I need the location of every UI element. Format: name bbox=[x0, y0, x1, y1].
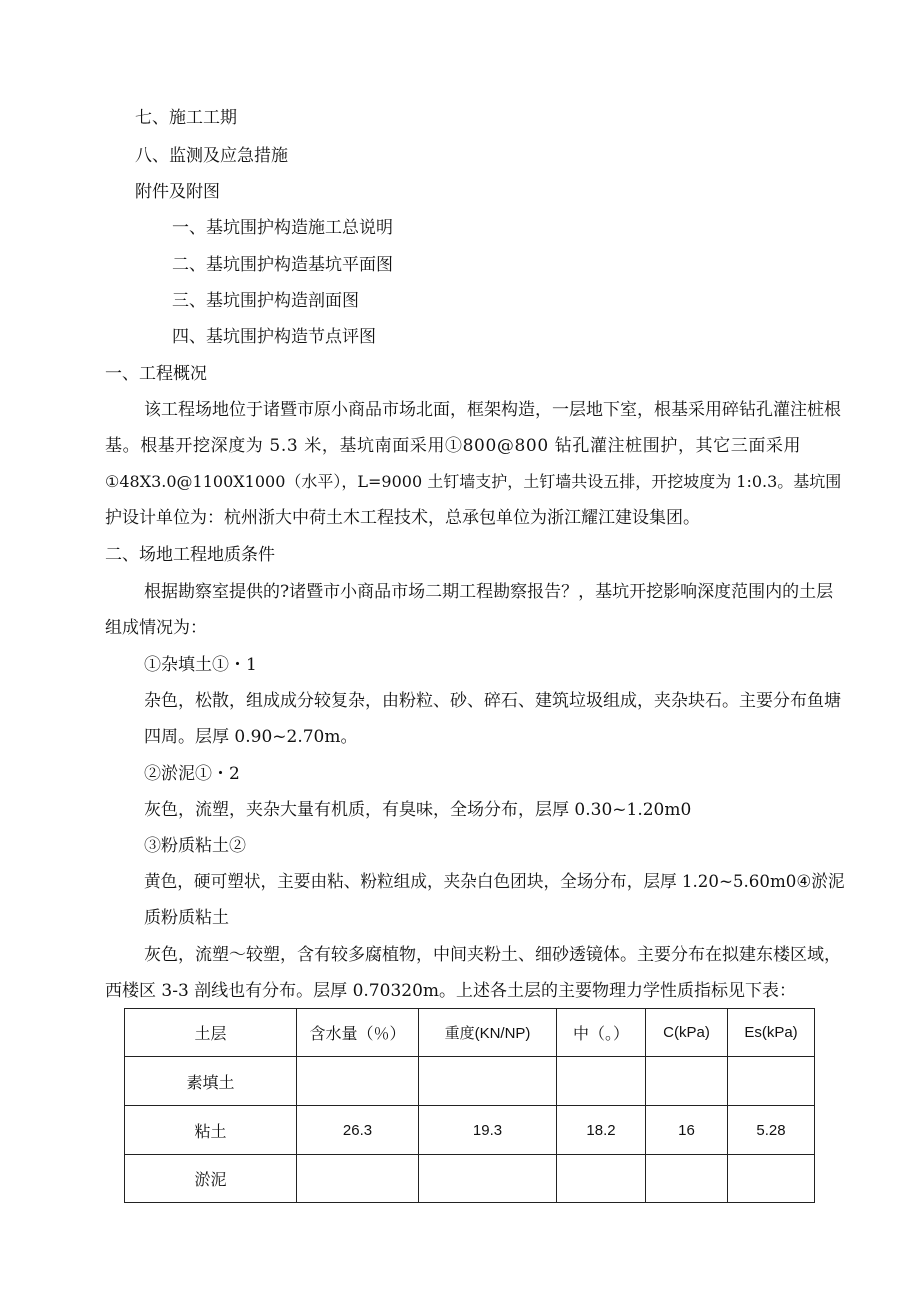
section-2-heading: 二、场地工程地质条件 bbox=[105, 545, 275, 565]
table-cell bbox=[557, 1155, 646, 1203]
table-header-cell: 土层 bbox=[125, 1009, 297, 1057]
table-cell bbox=[419, 1155, 557, 1203]
layer-3-desc-2: 质粉质粘土 bbox=[144, 908, 229, 928]
layer-2-desc: 灰色，流塑，夹杂大量有机质，有臭味，全场分布，层厚 0.30~1.20m0 bbox=[144, 800, 692, 820]
layer-1-title: ①杂填土①・1 bbox=[144, 655, 257, 675]
table-cell bbox=[646, 1155, 728, 1203]
table-header-row bbox=[125, 1009, 815, 1057]
layer-4-desc-2: 西楼区 3-3 剖线也有分布。层厚 0.70320m。上述各土层的主要物理力学性质指标见下表： bbox=[105, 981, 797, 1001]
layer-1-desc-2: 四周。层厚 0.90~2.70m。 bbox=[144, 727, 358, 747]
toc-item-7: 七、施工工期 bbox=[135, 108, 237, 128]
table-cell: 19.3 bbox=[419, 1106, 557, 1155]
table-header-cell: C(kPa) bbox=[646, 1009, 728, 1057]
soil-properties-table bbox=[124, 1008, 815, 1203]
layer-3-desc-1: 黄色，硬可塑状，主要由粘、粉粒组成，夹杂白色团块，全场分布，层厚 1.20~5.60m0④淤泥 bbox=[144, 872, 845, 892]
table-cell bbox=[728, 1155, 815, 1203]
table-cell bbox=[646, 1057, 728, 1106]
table-cell bbox=[297, 1057, 419, 1106]
table-row bbox=[125, 1106, 815, 1155]
table-header-cell: 重度(KN/NP) bbox=[419, 1009, 557, 1057]
table-cell bbox=[557, 1057, 646, 1106]
table-cell: 16 bbox=[646, 1106, 728, 1155]
table-cell: 26.3 bbox=[297, 1106, 419, 1155]
section-1-line-3: ①48X3.0@1100X1000（水平），L=9000 土钉墙支护，土钉墙共设五排，开挖坡度为 1:0.3。基坑围 bbox=[105, 472, 842, 491]
table-cell: 18.2 bbox=[557, 1106, 646, 1155]
table-cell: 素填土 bbox=[125, 1057, 297, 1106]
table-row bbox=[125, 1155, 815, 1203]
toc-sub-3: 三、基坑围护构造剖面图 bbox=[172, 291, 359, 311]
table-cell bbox=[297, 1155, 419, 1203]
section-2-intro-2: 组成情况为： bbox=[105, 618, 207, 638]
section-1-heading: 一、工程概况 bbox=[105, 364, 207, 384]
section-1-line-1: 该工程场地位于诸暨市原小商品市场北面，框架构造，一层地下室，根基采用碎钻孔灌注桩根 bbox=[144, 400, 841, 420]
toc-appendix: 附件及附图 bbox=[135, 182, 220, 202]
table-row bbox=[125, 1057, 815, 1106]
table-header-cell: 含水量（％） bbox=[297, 1009, 419, 1057]
table-cell: 粘土 bbox=[125, 1106, 297, 1155]
section-1-line-4: 护设计单位为：杭州浙大中荷土木工程技术，总承包单位为浙江耀江建设集团。 bbox=[105, 508, 700, 528]
layer-1-desc-1: 杂色，松散，组成成分较复杂，由粉粒、砂、碎石、建筑垃圾组成，夹杂块石。主要分布鱼塘 bbox=[144, 691, 841, 711]
toc-sub-4: 四、基坑围护构造节点评图 bbox=[172, 327, 376, 347]
section-2-intro-1: 根据勘察室提供的?诸暨市小商品市场二期工程勘察报告？，基坑开挖影响深度范围内的土层 bbox=[144, 582, 834, 602]
section-1-line-2: 基。根基开挖深度为 5.3 米，基坑南面采用①800@800 钻孔灌注桩围护，其它三面采用 bbox=[105, 436, 802, 456]
table-cell: 淤泥 bbox=[125, 1155, 297, 1203]
table-cell bbox=[419, 1057, 557, 1106]
layer-4-desc-1: 灰色，流塑～较塑，含有较多腐植物，中间夹粉土、细砂透镜体。主要分布在拟建东楼区域， bbox=[144, 945, 841, 965]
layer-2-title: ②淤泥①・2 bbox=[144, 764, 240, 784]
table-cell bbox=[728, 1057, 815, 1106]
layer-3-title: ③粉质粘土② bbox=[144, 836, 246, 856]
table-header-cell: Es(kPa) bbox=[728, 1009, 815, 1057]
toc-sub-2: 二、基坑围护构造基坑平面图 bbox=[172, 255, 393, 275]
toc-sub-1: 一、基坑围护构造施工总说明 bbox=[172, 218, 393, 238]
table-cell: 5.28 bbox=[728, 1106, 815, 1155]
table-header-cell: 中（。） bbox=[557, 1009, 646, 1057]
toc-item-8: 八、监测及应急措施 bbox=[135, 146, 288, 166]
